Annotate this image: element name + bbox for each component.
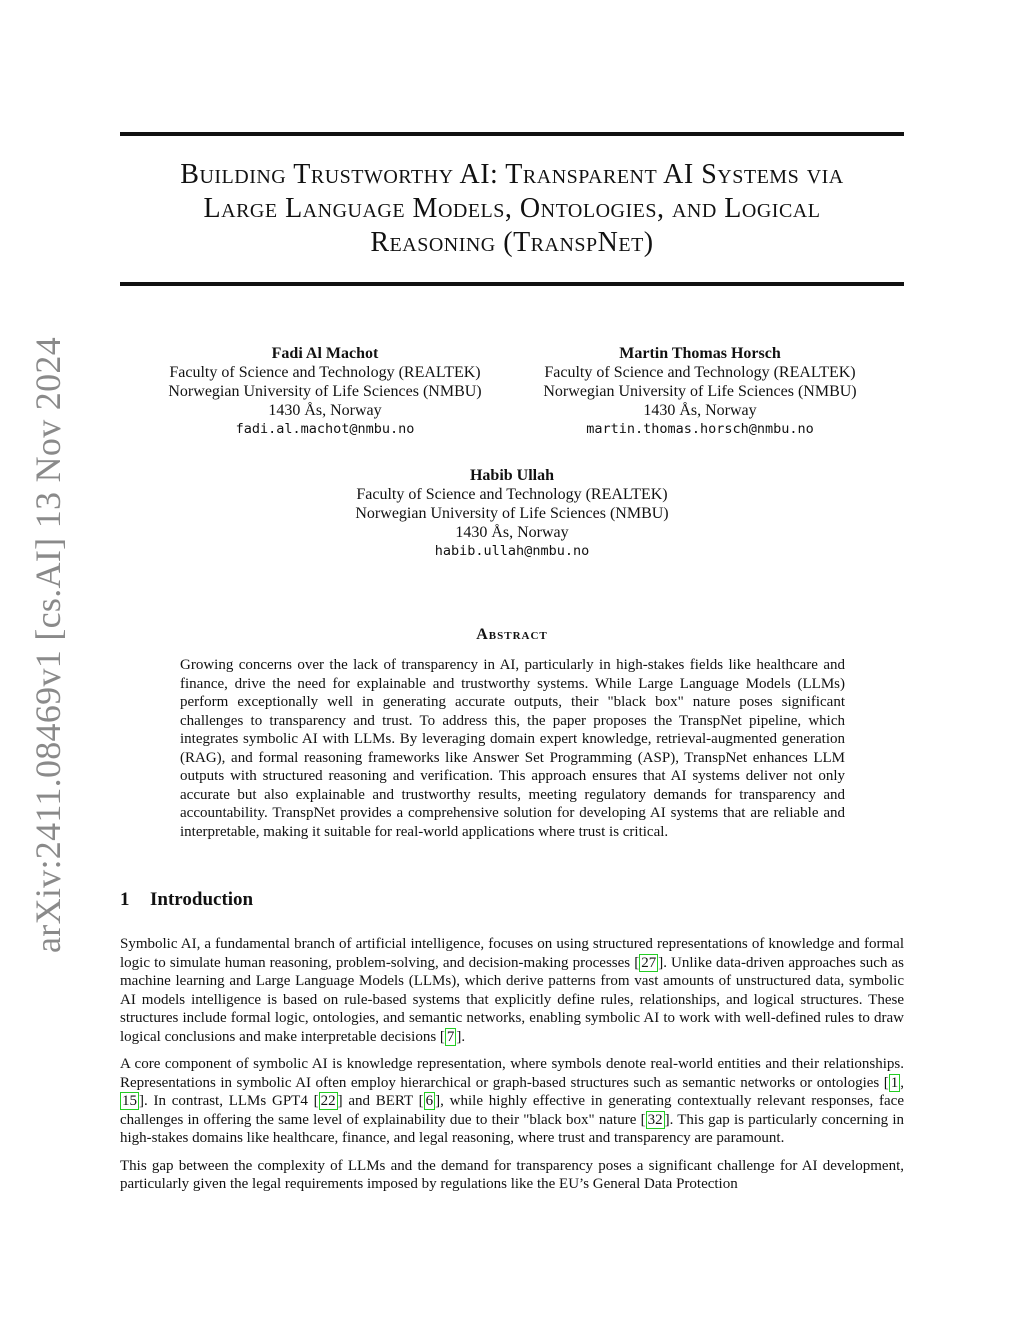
- text-span: . This gap is particularly concerning in high-stakes domains like healthcare, finance, and legal reasoning, where trust and transparency are paramount.: [120, 1111, 904, 1146]
- author-affiliation: Faculty of Science and Technology (REALTEK): [169, 364, 481, 381]
- author-affiliation: Faculty of Science and Technology (REALTEK): [356, 486, 668, 503]
- author-university: Norwegian University of Life Sciences (NMBU): [543, 383, 857, 400]
- paragraph-3: [120, 1157, 904, 1194]
- citation-link[interactable]: 27: [641, 954, 657, 971]
- paragraph-1: Symbolic AI, a fundamental branch of artificial intelligence, focuses on using structured representations of knowledge and formal logic to simulate human reasoning, problem-solving, and decision-making processes [ 27 ]. Unlike data-driven approaches such as machine learning and Large Language Models (LLMs), which derive patterns from vast amounts of unstructured data, symbolic AI models intelligence is based on rule-based systems that explicitly define rules, relationships, and logical structures. These structures include formal logic, ontologies, and semantic networks, enabling symbolic AI to work with well-defined rules to draw logical conclusions and make interpretable decisions [ 7 ].: [120, 936, 904, 1045]
- citation-link[interactable]: 1: [890, 1074, 899, 1091]
- abstract-text: Growing concerns over the lack of transparency in AI, particularly in high-stakes fields like healthcare and finance, drive the need for explainable and trustworthy systems. While Large Language Models (LLMs) perform exceptionally well in generating accurate outputs, their "black box" nature poses significant challenges to transparency and trust. To address this, the paper proposes the TranspNet pipeline, which integrates symbolic AI with LLMs. By leveraging domain expert knowledge, retrieval-augmented generation (RAG), and formal reasoning frameworks like Answer Set Programming (ASP), TranspNet enhances LLM outputs with structured reasoning and verification. This approach ensures that AI systems deliver not only accurate but also explainable and trustworthy results, meeting regulatory demands for transparency and accountability. TranspNet provides a comprehensive solution for developing AI systems that are reliable and interpretable, making it suitable for real-world applications where trust is critical.: [180, 657, 845, 840]
- citation-link[interactable]: 15: [122, 1093, 137, 1109]
- author-name: Fadi Al Machot: [271, 345, 379, 362]
- section-heading: [120, 889, 253, 911]
- author-location: 1430 Ås, Norway: [643, 402, 757, 419]
- author-affiliation: Faculty of Science and Technology (REALTEK): [544, 364, 856, 381]
- author-block: [525, 344, 875, 439]
- author-university: Norwegian University of Life Sciences (NMBU): [168, 383, 482, 400]
- arxiv-identifier: arXiv:2411.08469v1 [cs.AI] 13 Nov 2024: [28, 337, 68, 953]
- arxiv-side-stamp: [0, 0, 80, 1325]
- section-number: 1: [120, 889, 130, 910]
- author-name: Habib Ullah: [469, 467, 555, 484]
- text-span: ]. In contrast, LLMs GPT4: [139, 1093, 314, 1109]
- text-span: A core component of symbolic AI is knowledge representation, where symbols denote real-world entities and their relationships. Representations in symbolic AI often employ hierarchical or graph-based structures such as semantic networks or ontologies [: [120, 1056, 904, 1091]
- author-block: [337, 466, 687, 561]
- author-name: Martin Thomas Horsch: [619, 345, 781, 362]
- title-rule-top: [120, 132, 904, 136]
- text-span: Symbolic AI, a fundamental branch of artificial intelligence, focuses on using structured representations of knowledge and formal logic to simulate human reasoning, problem-solving, and decision-making processes: [120, 936, 904, 971]
- text-span: . Unlike data-driven approaches such as machine learning and Large Language Models (LLMs), which derive patterns from vast amounts of unstructured data, symbolic AI models intelligence is based on rule-based systems that explicitly define rules, relationships, and logical structures. These structures include formal logic, ontologies, and semantic networks, enabling symbolic AI to work with well-defined rules to draw logical conclusions and make interpretable decisions: [120, 954, 904, 1045]
- section-title: Introduction: [150, 889, 254, 910]
- abstract-heading: Abstract: [476, 626, 548, 643]
- author-email[interactable]: habib.ullah@nmbu.no: [434, 543, 590, 559]
- citation-link[interactable]: 6: [425, 1093, 434, 1109]
- body-text: [120, 935, 904, 1203]
- text-span: ,: [900, 1074, 904, 1091]
- text-span: This gap between the complexity of LLMs and the demand for transparency poses a significant challenge for AI development, particularly given the legal requirements imposed by regulations like the EU’s General Data Protection: [120, 1157, 904, 1192]
- author-email[interactable]: fadi.al.machot@nmbu.no: [235, 421, 415, 437]
- citation-link[interactable]: 32: [647, 1111, 663, 1128]
- author-email[interactable]: martin.thomas.horsch@nmbu.no: [586, 421, 814, 437]
- title-line-3: Reasoning (TranspNet): [370, 227, 654, 258]
- citation-link[interactable]: 7: [446, 1028, 455, 1045]
- text-span: .: [461, 1028, 466, 1045]
- paper-title: [120, 158, 904, 260]
- paragraph-2: A core component of symbolic AI is knowledge representation, where symbols denote real-world entities and their relationships. Representations in symbolic AI often employ hierarchical or graph-based structures such as semantic networks or ontologies [ 1 , 15 ]. In contrast, LLMs GPT4 [ 22 ] and BERT [ 6 ], while highly effective in generating contextually relevant responses, face challenges in offering the same level of explainability due to their "black box" nature [ 32 ]. This gap is particularly concerning in high-stakes domains like healthcare, finance, and legal reasoning, where trust and transparency are paramount.: [120, 1056, 904, 1146]
- title-line-1: Building Trustworthy AI: Transparent AI Systems via: [180, 159, 844, 190]
- author-location: 1430 Ås, Norway: [455, 524, 569, 541]
- title-line-2: Large Language Models, Ontologies, and Logical: [203, 193, 821, 224]
- text-span: and BERT: [342, 1093, 419, 1109]
- author-university: Norwegian University of Life Sciences (NMBU): [355, 505, 669, 522]
- author-block: [150, 344, 500, 439]
- citation-link[interactable]: 22: [320, 1093, 336, 1109]
- title-rule-bottom: [120, 282, 904, 286]
- text-span: , while highly effective in generating contextually relevant responses, face challenges in offering the same level of explainability due to their "black box" nature: [120, 1093, 904, 1128]
- author-location: 1430 Ås, Norway: [268, 402, 382, 419]
